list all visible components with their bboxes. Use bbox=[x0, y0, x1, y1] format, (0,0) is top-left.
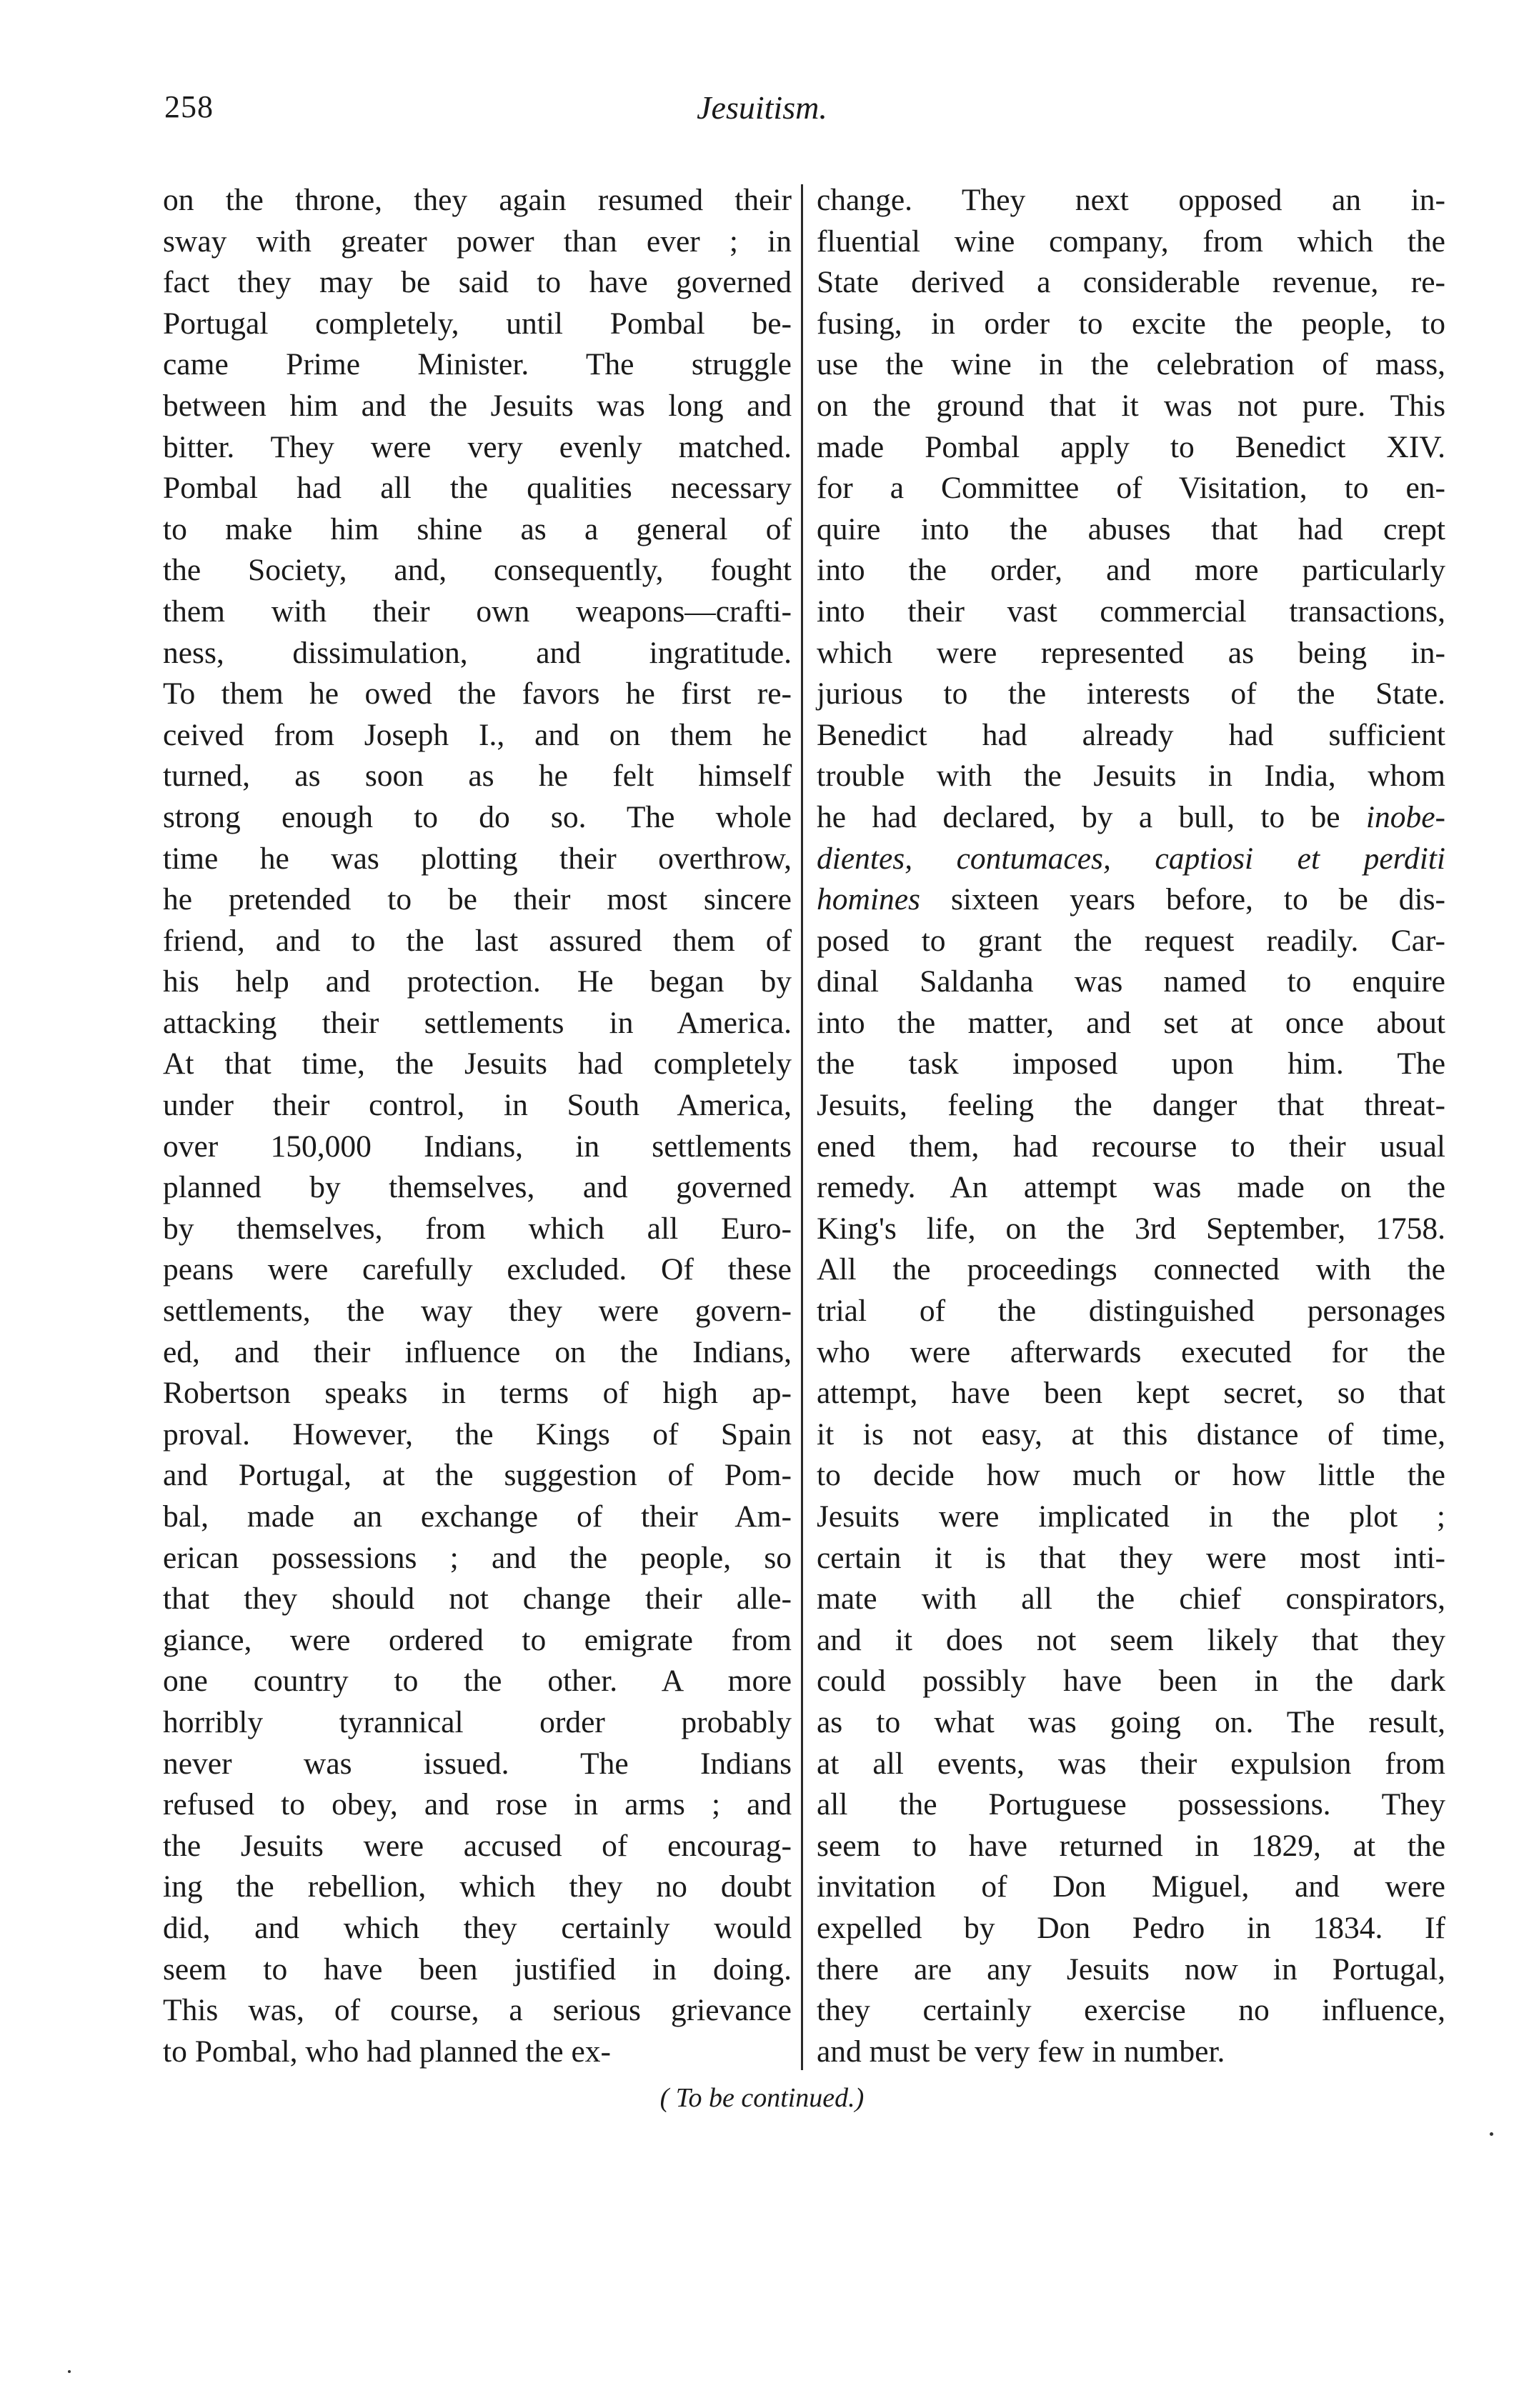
text-line: jurious to the interests of the State. bbox=[817, 676, 1445, 711]
text-line: to Pombal, who had planned the ex- bbox=[163, 2034, 611, 2069]
text-line: change. They next opposed an in- bbox=[817, 183, 1445, 217]
text-line: turned, as soon as he felt himself bbox=[163, 759, 792, 794]
text-line: that they should not change their alle- bbox=[163, 1582, 792, 1617]
text-line: the Jesuits were accused of encourag- bbox=[163, 1828, 792, 1863]
text-line: into the order, and more particularly bbox=[817, 553, 1445, 588]
text-line: strong enough to do so. The whole bbox=[163, 799, 792, 834]
text-line: seem to have been justified in doing. bbox=[163, 1952, 792, 1987]
text-line: which were represented as being in- bbox=[817, 635, 1445, 670]
text-line: all the Portuguese possessions. They bbox=[817, 1787, 1445, 1822]
text-line: ed, and their influence on the Indians, bbox=[163, 1334, 792, 1369]
text-line: fusing, in order to excite the people, to bbox=[817, 306, 1445, 341]
to-be-continued-note: ( To be continued.) bbox=[659, 2083, 865, 2113]
text-line: Pombal had all the qualities necessary bbox=[163, 471, 792, 506]
text-line: Portugal completely, until Pombal be- bbox=[163, 306, 792, 341]
text-line: erican possessions ; and the people, so bbox=[163, 1540, 792, 1575]
paper-speck bbox=[1490, 2132, 1493, 2136]
text-line: attacking their settlements in America. bbox=[163, 1005, 792, 1040]
text-line: into the matter, and set at once about bbox=[817, 1005, 1445, 1040]
text-line: who were afterwards executed for the bbox=[817, 1334, 1445, 1369]
text-line: as to what was going on. The result, bbox=[817, 1704, 1445, 1739]
text-line: his help and protection. He began by bbox=[163, 964, 792, 999]
text-line: they certainly exercise no influence, bbox=[817, 1993, 1445, 2028]
text-line: proval. However, the Kings of Spain bbox=[163, 1417, 792, 1452]
text-line: to make him shine as a general of bbox=[163, 511, 792, 546]
text-line: giance, were ordered to emigrate from bbox=[163, 1622, 792, 1657]
text-line: never was issued. The Indians bbox=[163, 1746, 792, 1781]
text-line: them with their own weapons—crafti- bbox=[163, 594, 792, 629]
text-line: and it does not seem likely that they bbox=[817, 1622, 1445, 1657]
page-number: 258 bbox=[164, 89, 214, 124]
text-line: the Society, and, consequently, fought bbox=[163, 553, 792, 588]
text-line: bitter. They were very evenly matched. bbox=[163, 429, 792, 464]
text-line: King's life, on the 3rd September, 1758. bbox=[817, 1211, 1445, 1246]
text-line: All the proceedings connected with the bbox=[817, 1252, 1445, 1287]
text-line: settlements, the way they were govern- bbox=[163, 1294, 792, 1329]
latin-phrase: homines bbox=[817, 882, 920, 917]
text-line: bal, made an exchange of their Am- bbox=[163, 1499, 792, 1534]
text-line: seem to have returned in 1829, at the bbox=[817, 1828, 1445, 1863]
text-line: could possibly have been in the dark bbox=[817, 1664, 1445, 1699]
text-line: invitation of Don Miguel, and were bbox=[817, 1869, 1445, 1904]
text-line: ness, dissimulation, and ingratitude. bbox=[163, 635, 792, 670]
text-line: trial of the distinguished personages bbox=[817, 1294, 1445, 1329]
text-line: attempt, have been kept secret, so that bbox=[817, 1376, 1445, 1411]
text-line: horribly tyrannical order probably bbox=[163, 1704, 792, 1739]
text-line: peans were carefully excluded. Of these bbox=[163, 1252, 792, 1287]
text-line: came Prime Minister. The struggle bbox=[163, 347, 792, 382]
text-line: mate with all the chief conspirators, bbox=[817, 1582, 1445, 1617]
text-line: ing the rebellion, which they no doubt bbox=[163, 1869, 792, 1904]
text-line: To them he owed the favors he first re- bbox=[163, 676, 792, 711]
text-line: did, and which they certainly would bbox=[163, 1910, 792, 1945]
text-line: ceived from Joseph I., and on them he bbox=[163, 717, 792, 752]
text-line: it is not easy, at this distance of time, bbox=[817, 1417, 1445, 1452]
text-line: on the ground that it was not pure. This bbox=[817, 388, 1445, 423]
text-line: to decide how much or how little the bbox=[817, 1458, 1445, 1493]
text-line: for a Committee of Visitation, to en- bbox=[817, 471, 1445, 506]
text-line: the task imposed upon him. The bbox=[817, 1046, 1445, 1081]
text-line: and must be very few in number. bbox=[817, 2034, 1225, 2069]
text-line: Benedict had already had sufficient bbox=[817, 717, 1445, 752]
paper-speck bbox=[68, 2370, 71, 2373]
text-line: expelled by Don Pedro in 1834. If bbox=[817, 1910, 1445, 1945]
text-line: posed to grant the request readily. Car- bbox=[817, 923, 1445, 958]
text-line: under their control, in South America, bbox=[163, 1088, 792, 1123]
text-line: friend, and to the last assured them of bbox=[163, 923, 792, 958]
left-column bbox=[163, 180, 792, 2072]
text-line: At that time, the Jesuits had completely bbox=[163, 1046, 792, 1081]
text-line: sway with greater power than ever ; in bbox=[163, 224, 792, 259]
text-line: dientes, contumaces, captiosi et perditi bbox=[817, 841, 1445, 876]
text-line: This was, of course, a serious grievance bbox=[163, 1993, 792, 2028]
right-column bbox=[817, 180, 1445, 2072]
text-line: planned by themselves, and governed bbox=[163, 1170, 792, 1205]
text-line: Jesuits, feeling the danger that threat- bbox=[817, 1088, 1445, 1123]
text-line: State derived a considerable revenue, re- bbox=[817, 265, 1445, 300]
text-line: certain it is that they were most inti- bbox=[817, 1540, 1445, 1575]
text-line: made Pombal apply to Benedict XIV. bbox=[817, 429, 1445, 464]
text-line: refused to obey, and rose in arms ; and bbox=[163, 1787, 792, 1822]
text-line: fluential wine company, from which the bbox=[817, 224, 1445, 259]
text-line: he had declared, by a bull, to be inobe- bbox=[817, 799, 1445, 834]
text-line: into their vast commercial transactions, bbox=[817, 594, 1445, 629]
text-line: between him and the Jesuits was long and bbox=[163, 388, 792, 423]
text-line: there are any Jesuits now in Portugal, bbox=[817, 1952, 1445, 1987]
text-line: time he was plotting their overthrow, bbox=[163, 841, 792, 876]
text-line: ened them, had recourse to their usual bbox=[817, 1129, 1445, 1164]
text-line: Robertson speaks in terms of high ap- bbox=[163, 1376, 792, 1411]
text-line: by themselves, from which all Euro- bbox=[163, 1211, 792, 1246]
text-line: fact they may be said to have governed bbox=[163, 265, 792, 300]
text-line: dinal Saldanha was named to enquire bbox=[817, 964, 1445, 999]
text-line: one country to the other. A more bbox=[163, 1664, 792, 1699]
running-title: Jesuitism. bbox=[697, 89, 827, 126]
text-line: remedy. An attempt was made on the bbox=[817, 1170, 1445, 1205]
text-line: Jesuits were implicated in the plot ; bbox=[817, 1499, 1445, 1534]
text-line: homines sixteen years before, to be dis- bbox=[817, 882, 1445, 917]
text-line: over 150,000 Indians, in settlements bbox=[163, 1129, 792, 1164]
text-line: at all events, was their expulsion from bbox=[817, 1746, 1445, 1781]
text-line: he pretended to be their most sincere bbox=[163, 882, 792, 917]
text-line: and Portugal, at the suggestion of Pom- bbox=[163, 1458, 792, 1493]
text-line: use the wine in the celebration of mass, bbox=[817, 347, 1445, 382]
text-line: trouble with the Jesuits in India, whom bbox=[817, 759, 1445, 794]
text-line: quire into the abuses that had crept bbox=[817, 511, 1445, 546]
column-divider bbox=[801, 184, 803, 2070]
latin-phrase: inobe- bbox=[1365, 799, 1445, 834]
text-line: on the throne, they again resumed their bbox=[163, 183, 792, 217]
